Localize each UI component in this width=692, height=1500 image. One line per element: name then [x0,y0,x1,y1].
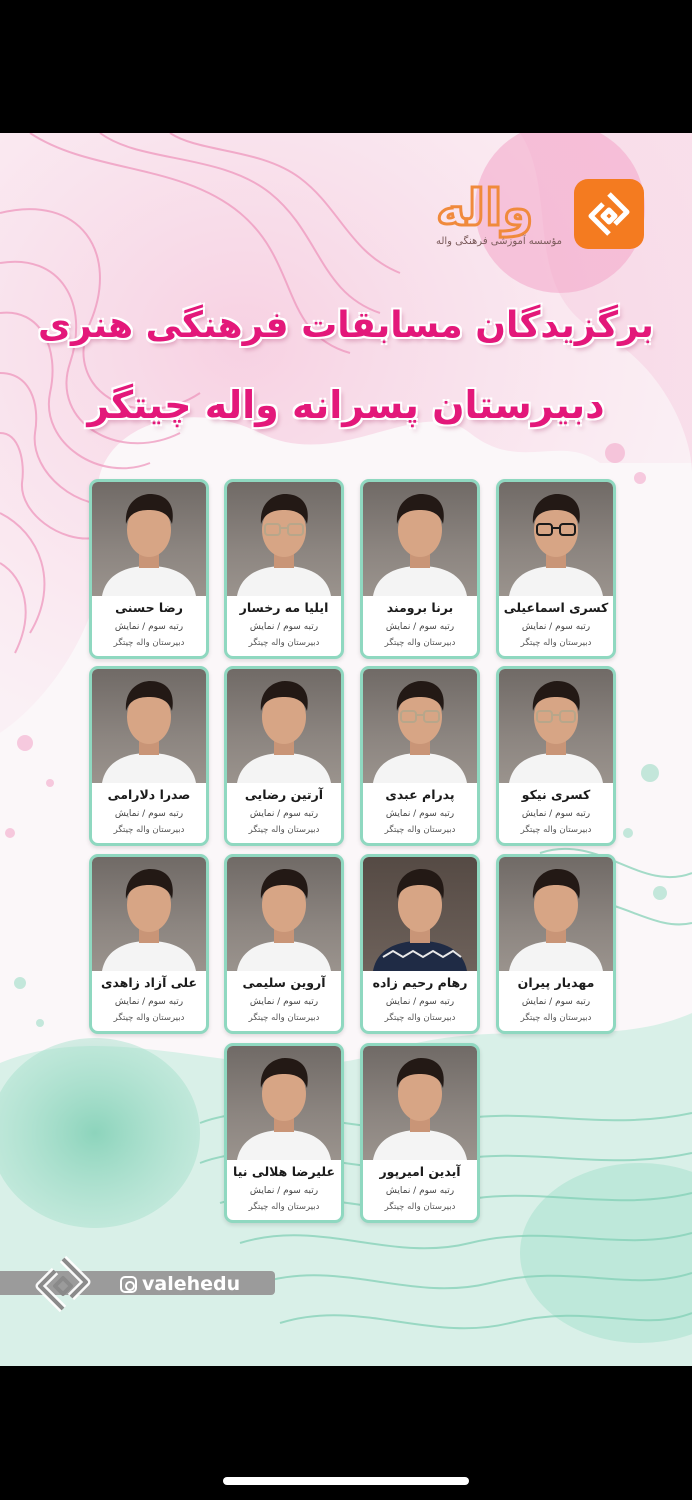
portrait-silhouette [92,482,206,596]
instagram-handle-text: valehedu [142,1273,241,1295]
student-rank: رتبه سوم / نمایش [249,997,319,1007]
instagram-handle[interactable] [120,1272,240,1296]
student-rank: رتبه سوم / نمایش [114,809,184,819]
student-card [360,1043,480,1223]
portrait-silhouette [499,482,613,596]
vale-logo-icon [574,179,644,249]
student-card [89,666,209,846]
student-photo [227,857,341,971]
brand-logo [436,179,644,249]
logo-text [435,178,562,247]
student-rank: رتبه سوم / نمایش [249,622,319,632]
student-school: دبیرستان واله چیتگر [384,825,456,835]
student-name: برنا برومند [386,600,454,615]
student-name: علی آزاد زاهدی [101,975,197,990]
student-card [360,666,480,846]
student-card [224,854,344,1034]
student-name: کسری نیکو [521,787,591,802]
student-rank: رتبه سوم / نمایش [385,997,455,1007]
student-card [224,666,344,846]
instagram-icon [120,1276,137,1293]
student-rank: رتبه سوم / نمایش [521,622,591,632]
student-photo [499,857,613,971]
student-card [496,666,616,846]
student-photo [92,669,206,783]
poster-title: برگزیدگان مسابقات فرهنگی هنری [38,305,654,346]
portrait-silhouette [227,857,341,971]
student-photo [92,857,206,971]
portrait-silhouette [363,669,477,783]
vale-logo-icon [32,1253,94,1315]
student-photo [227,669,341,783]
student-name: رهام رحیم زاده [372,975,468,990]
portrait-silhouette [227,1046,341,1160]
student-name: آروین سلیمی [242,975,326,990]
student-name: ایلیا مه رخسار [239,600,329,615]
student-photo [363,857,477,971]
portrait-silhouette [499,669,613,783]
portrait-silhouette [363,857,477,971]
student-rank: رتبه سوم / نمایش [521,809,591,819]
student-school: دبیرستان واله چیتگر [248,1013,320,1023]
student-school: دبیرستان واله چیتگر [520,1013,592,1023]
student-rank: رتبه سوم / نمایش [385,809,455,819]
portrait-silhouette [363,1046,477,1160]
student-name: آیدین امیرپور [379,1164,461,1179]
student-photo [363,669,477,783]
student-photo [92,482,206,596]
student-school: دبیرستان واله چیتگر [248,638,320,648]
student-school: دبیرستان واله چیتگر [384,1013,456,1023]
student-school: دبیرستان واله چیتگر [520,638,592,648]
student-rank: رتبه سوم / نمایش [114,622,184,632]
student-rank: رتبه سوم / نمایش [249,1186,319,1196]
student-rank: رتبه سوم / نمایش [385,1186,455,1196]
student-rank: رتبه سوم / نمایش [249,809,319,819]
poster [0,133,692,1366]
student-name: پدرام عبدی [385,787,455,802]
student-card [360,479,480,659]
student-photo [227,1046,341,1160]
student-card [89,479,209,659]
social-footer [0,1253,275,1307]
student-school: دبیرستان واله چیتگر [248,825,320,835]
student-card [89,854,209,1034]
student-name: کسری اسماعیلی [503,600,609,615]
portrait-silhouette [92,669,206,783]
student-card [360,854,480,1034]
student-rank: رتبه سوم / نمایش [114,997,184,1007]
logo-subtitle: مؤسسه آموزشی فرهنگی واله [435,235,562,247]
home-indicator[interactable] [223,1477,469,1485]
student-school: دبیرستان واله چیتگر [520,825,592,835]
student-school: دبیرستان واله چیتگر [384,638,456,648]
student-name: رضا حسنی [115,600,183,615]
logo-wordmark: واله [435,178,534,237]
student-school: دبیرستان واله چیتگر [113,1013,185,1023]
student-name: آرتین رضایی [244,787,324,802]
portrait-silhouette [227,669,341,783]
student-rank: رتبه سوم / نمایش [385,622,455,632]
portrait-silhouette [92,857,206,971]
student-card [224,1043,344,1223]
student-school: دبیرستان واله چیتگر [113,638,185,648]
student-photo [227,482,341,596]
student-school: دبیرستان واله چیتگر [248,1202,320,1212]
student-name: علیرضا هلالی نیا [233,1164,335,1179]
student-school: دبیرستان واله چیتگر [113,825,185,835]
student-photo [363,1046,477,1160]
poster-subtitle: دبیرستان پسرانه واله چیتگر [87,383,605,427]
portrait-silhouette [499,857,613,971]
student-card [496,854,616,1034]
portrait-silhouette [227,482,341,596]
portrait-silhouette [363,482,477,596]
student-name: مهدیار پیران [517,975,595,990]
student-card [496,479,616,659]
student-school: دبیرستان واله چیتگر [384,1202,456,1212]
student-photo [499,669,613,783]
student-name: صدرا دلارامی [107,787,191,802]
student-photo [499,482,613,596]
student-photo [363,482,477,596]
student-rank: رتبه سوم / نمایش [521,997,591,1007]
student-card [224,479,344,659]
